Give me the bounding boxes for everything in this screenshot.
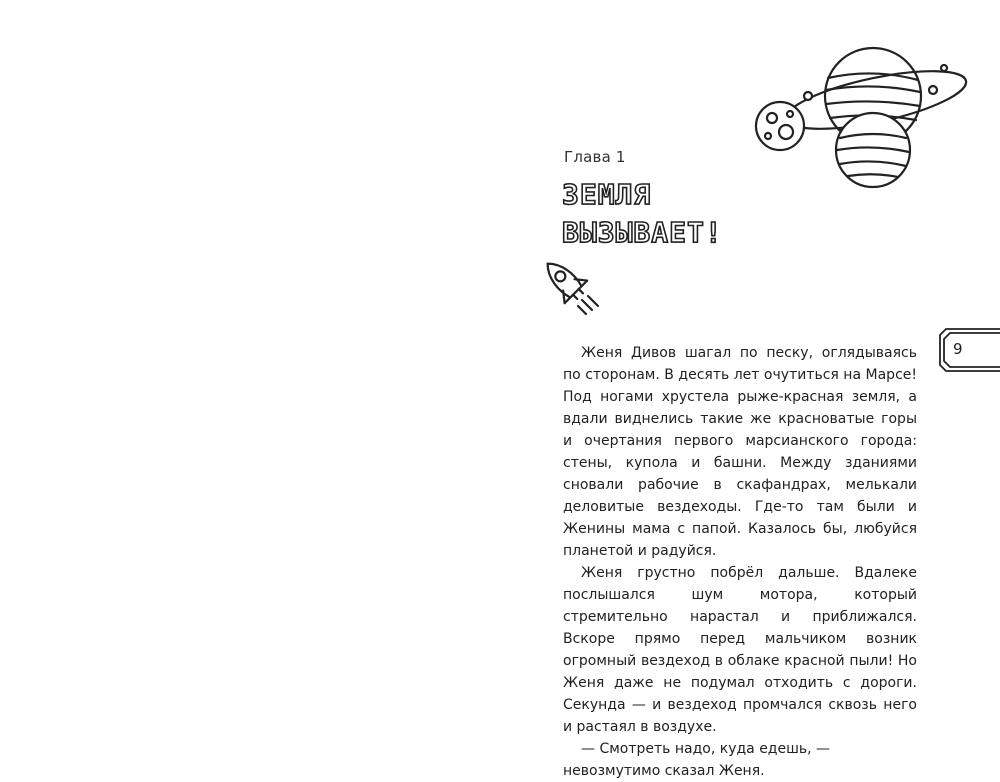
chapter-label: Глава 1 bbox=[564, 148, 626, 166]
page-number: 9 bbox=[953, 340, 963, 358]
chapter-title-line-2: ВЫЗЫВАЕТ! bbox=[562, 216, 723, 249]
paragraph: Женя грустно побрёл дальше. Вдалеке послышался шум мотора, который стремительно нарастал и приближался. Вскоре прямо перед мальчиком возник огромный вездеход в облаке красной пыли! Но Женя даже не подумал отходить с дороги. Секунда — и вездеход промчался сквозь него и растаял в воздухе. bbox=[563, 565, 917, 735]
planets-illustration-icon bbox=[748, 38, 973, 193]
paragraph: Женя Дивов шагал по песку, оглядываясь по сторонам. В десять лет очутиться на Марсе! Под ногами хрустела рыже-красная земля, а вдали виднелись такие же красноватые горы и очертания первого марсианского города: стены, купола и башни. Между зданиями сновали рабочие в скафандрах, мелькали деловитые вездеходы. Где-то там были и Женины мама с папой. Казалось бы, любуйся планетой и радуйся. bbox=[563, 345, 917, 559]
chapter-title-line-1: ЗЕМЛЯ bbox=[562, 178, 652, 211]
chapter-title bbox=[562, 176, 723, 252]
rocket-icon bbox=[536, 252, 604, 318]
chapter-text bbox=[563, 342, 917, 782]
page-number-tab bbox=[938, 327, 1000, 373]
paragraph: — Смотреть надо, куда едешь, — невозмутимо сказал Женя. bbox=[563, 741, 831, 779]
